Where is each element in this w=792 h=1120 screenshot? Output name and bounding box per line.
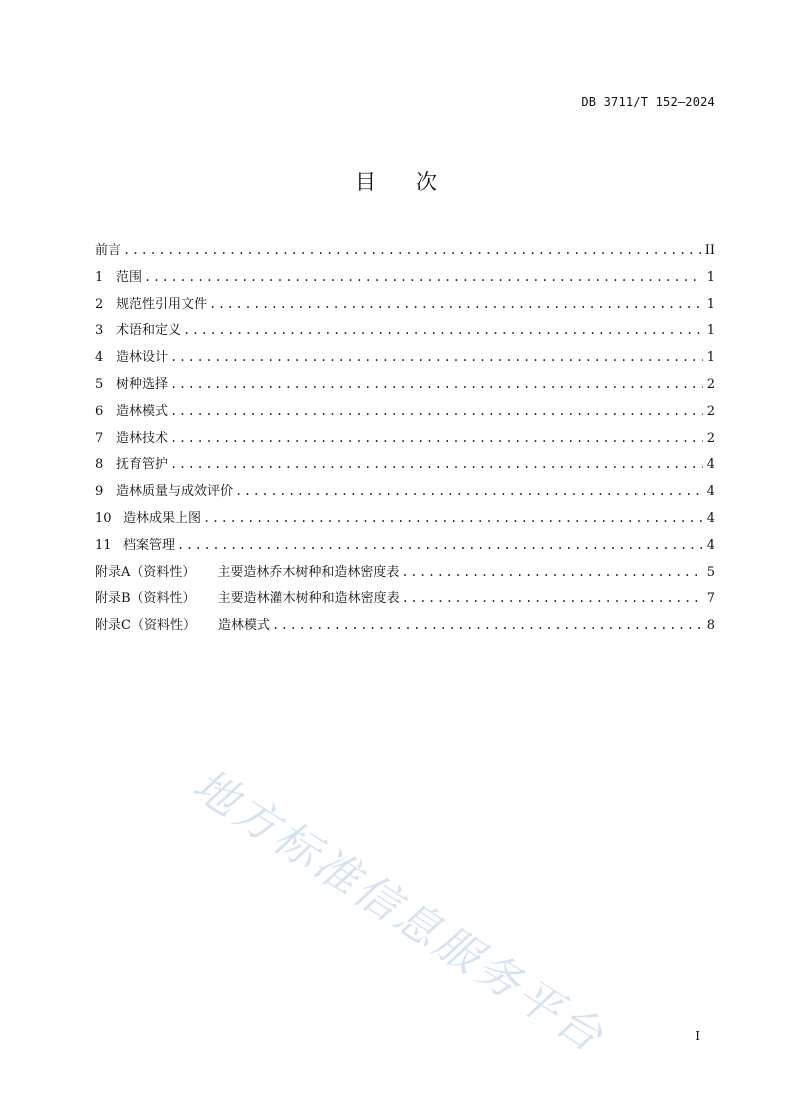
toc-entry-label: 术语和定义 [116,323,182,339]
toc-entry-number: 1 [95,269,104,285]
toc-entry-page: 4 [706,457,715,473]
toc-entry-7[interactable] [95,425,715,452]
toc-entry-number: 10 [95,510,112,526]
toc-entry-page: 2 [706,430,715,446]
toc-title-char-1: 目 [355,170,376,194]
toc-entry-label: 主要造林乔木树种和造林密度表 [217,564,400,580]
toc-entry-number: 5 [95,376,104,392]
toc-entry-page: 1 [706,296,715,312]
toc-entry-page: 5 [706,564,715,580]
toc-entry-label: 规范性引用文件 [116,296,208,312]
toc-entry-number: 7 [95,430,104,446]
toc-entry-number: 附录C（资料性） [95,618,196,634]
toc-leader-dots [235,478,703,505]
toc-entry-label: 前言 [95,243,122,258]
toc-entry-label: 造林模式 [116,403,169,419]
toc-entry-number: 2 [95,296,104,312]
toc-entry-page: 2 [706,403,715,419]
toc-entry-label: 主要造林灌木树种和造林密度表 [217,591,400,607]
toc-entry-appendix-b[interactable] [95,585,715,612]
toc-entry-2[interactable] [95,291,715,318]
toc-entry-label: 造林设计 [116,350,169,366]
toc-entry-page: 2 [706,376,715,392]
toc-title-char-2: 次 [416,170,437,194]
toc-title [0,166,792,196]
toc-leader-dots [170,371,703,398]
toc-leader-dots [209,291,703,318]
toc-entry-9[interactable] [95,478,715,505]
toc-entry-foreword[interactable] [95,237,715,264]
toc-entry-number: 8 [95,457,104,473]
toc-entry-number: 附录A（资料性） [95,564,196,580]
toc-leader-dots [170,451,703,478]
toc-entry-page: II [704,243,715,258]
toc-entry-label: 范围 [116,269,143,285]
toc-entry-appendix-a[interactable] [95,559,715,586]
toc-entry-6[interactable] [95,398,715,425]
toc-entry-appendix-c[interactable] [95,612,715,639]
toc-leader-dots [170,425,703,452]
toc-entry-number: 11 [95,537,112,553]
toc-entry-number: 6 [95,403,104,419]
toc-entry-3[interactable] [95,317,715,344]
toc-entry-page: 4 [706,484,715,500]
toc-entry-number: 3 [95,323,104,339]
toc-leader-dots [170,398,703,425]
toc-entry-label: 造林技术 [116,430,169,446]
toc-entry-11[interactable] [95,532,715,559]
toc-entry-number: 4 [95,350,104,366]
toc-entry-page: 1 [706,269,715,285]
toc-entry-4[interactable] [95,344,715,371]
toc-leader-dots [170,344,703,371]
toc-leader-dots [177,532,703,559]
toc-leader-dots [272,612,703,639]
toc-list [95,237,715,639]
toc-entry-5[interactable] [95,371,715,398]
toc-entry-number: 附录B（资料性） [95,591,196,607]
standard-code: DB 3711/T 152—2024 [581,95,715,109]
toc-entry-page: 4 [706,537,715,553]
toc-entry-label: 造林质量与成效评价 [116,484,234,500]
toc-entry-label: 造林成果上图 [123,510,202,526]
toc-entry-8[interactable] [95,451,715,478]
page-number: I [695,1029,700,1043]
toc-entry-page: 7 [706,591,715,607]
toc-entry-page: 1 [706,323,715,339]
toc-leader-dots [123,237,701,264]
toc-entry-page: 4 [706,510,715,526]
toc-leader-dots [203,505,703,532]
toc-leader-dots [144,264,703,291]
toc-leader-dots [402,585,703,612]
toc-entry-number: 9 [95,484,104,500]
toc-entry-page: 8 [706,618,715,634]
toc-entry-page: 1 [706,350,715,366]
toc-entry-label: 造林模式 [217,618,270,634]
toc-entry-1[interactable] [95,264,715,291]
toc-entry-10[interactable] [95,505,715,532]
toc-entry-label: 树种选择 [116,376,169,392]
toc-leader-dots [401,559,702,586]
toc-entry-label: 抚育管护 [116,457,169,473]
toc-entry-label: 档案管理 [123,537,176,553]
watermark: 地方标准信息服务平台 [183,759,614,1064]
toc-leader-dots [183,317,703,344]
